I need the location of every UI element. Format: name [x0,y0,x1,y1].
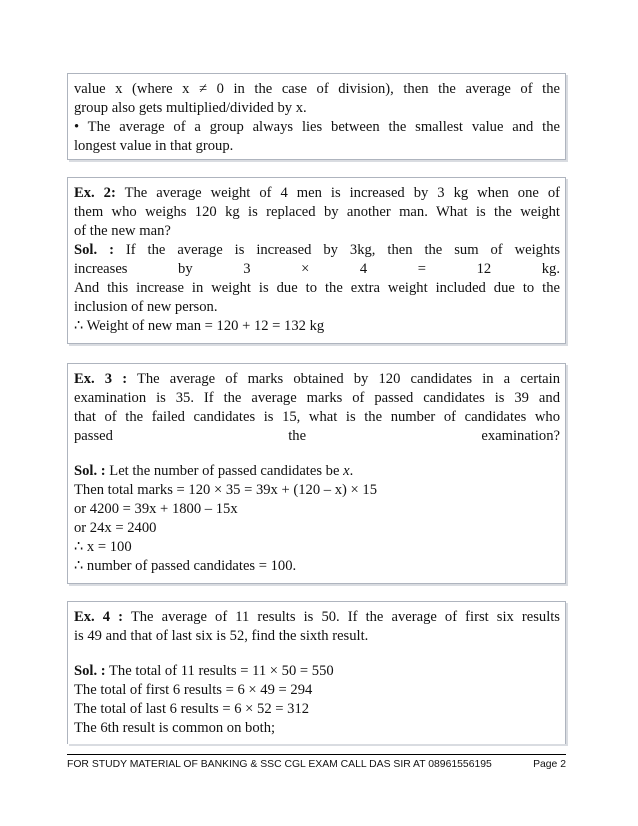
question-line: Ex. 4 : The average of 11 results is 50. If the average of first six results [74,609,560,625]
page-number: Page 2 [533,759,566,770]
solution-label: Sol. : [74,242,114,258]
solution-label: Sol. : [74,663,106,679]
question-line: Ex. 3 : The average of marks obtained by 120 candidates in a certain [74,371,560,387]
question-line: examination is 35. If the average marks of passed candidates is 39 and [74,390,560,406]
example-3-box [67,363,566,584]
page-footer [67,754,566,776]
question-line: of the new man? [74,223,171,239]
solution-line: inclusion of new person. [74,299,218,315]
rule-line: value x (where x ≠ 0 in the case of division), then the average of the [74,81,560,97]
rule-bullet: • The average of a group always lies between the smallest value and the [74,119,560,135]
question-line: passed the examination? [74,428,560,444]
solution-line: Sol. : If the average is increased by 3kg, then the sum of weights [74,242,561,258]
solution-result: ∴ number of passed candidates = 100. [74,558,297,574]
solution-line: Sol. : The total of 11 results = 11 × 50 = 550 [74,663,334,679]
question-line: Ex. 2: The average weight of 4 men is increased by 3 kg when one of [74,185,561,201]
example-4-box [67,601,566,744]
footer-text: FOR STUDY MATERIAL OF BANKING & SSC CGL EXAM CALL DAS SIR AT 08961556195 [67,759,492,770]
solution-line: or 4200 = 39x + 1800 – 15x [74,501,238,517]
solution-line: And this increase in weight is due to the extra weight included due to the [74,280,560,296]
solution-line: increases by 3 × 4 = 12 kg. [74,261,560,277]
solution-line: Then total marks = 120 × 35 = 39x + (120 – x) × 15 [74,482,377,498]
question-line: them who weighs 120 kg is replaced by another man. What is the weight [74,204,560,220]
solution-line: The total of last 6 results = 6 × 52 = 312 [74,701,310,717]
solution-line: or 24x = 2400 [74,520,157,536]
solution-line: The total of first 6 results = 6 × 49 = 294 [74,682,313,698]
solution-line: Sol. : Let the number of passed candidates be x. [74,463,354,479]
example-2-box [67,177,566,344]
solution-result: ∴ Weight of new man = 120 + 12 = 132 kg [74,318,325,334]
question-line: that of the failed candidates is 15, what is the number of candidates who [74,409,560,425]
example-label: Ex. 2: [74,185,116,201]
solution-label: Sol. : [74,463,106,479]
question-line: is 49 and that of last six is 52, find the sixth result. [74,628,369,644]
solution-line: ∴ x = 100 [74,539,132,555]
example-label: Ex. 4 : [74,609,124,625]
rule-line: longest value in that group. [74,138,234,154]
rules-box [67,73,566,160]
solution-line: The 6th result is common on both; [74,720,276,736]
rule-line: group also gets multiplied/divided by x. [74,100,307,116]
example-label: Ex. 3 : [74,371,128,387]
